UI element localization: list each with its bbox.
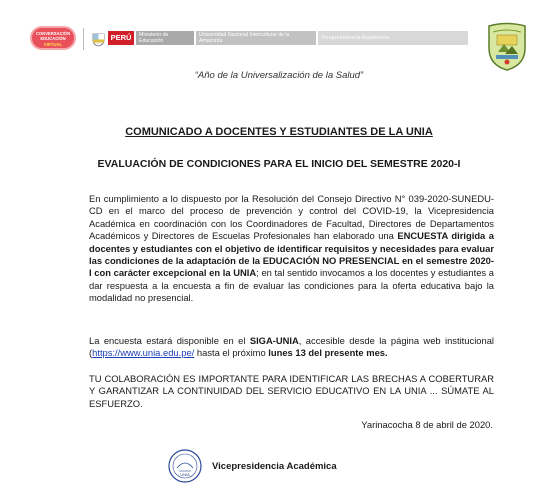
seal-text: UNIA	[180, 472, 190, 477]
badge-line-2: EDUCACIÓN	[40, 36, 66, 42]
badge-line-1: CONVERSACIÓN	[35, 31, 71, 36]
unia-crest-icon	[486, 22, 528, 72]
peru-coat-of-arms-icon	[91, 32, 106, 47]
header-divider	[83, 28, 84, 50]
p2-text-d: hasta el próximo	[194, 347, 269, 359]
peru-label: PERÚ	[108, 31, 134, 45]
office-band-label: Vicepresidencia Académica	[318, 31, 468, 45]
website-link[interactable]: https://www.unia.edu.pe/	[92, 347, 195, 359]
footer-office-label: Vicepresidencia Académica	[212, 461, 337, 472]
p1-bold: ENCUESTA dirigida a docentes y estudiantes con el objetivo de identificar requisitos y necesidades para evaluar las condiciones de la adaptación de la EDUCACIÓN NO PRESENCIAL en el semestre 2020-I con carácter excepcional en la UNIA	[89, 230, 494, 279]
ministry-label: Ministerio de Educación	[136, 31, 194, 45]
paragraph-2	[89, 335, 494, 360]
badge-line-3: VIRTUAL	[43, 41, 63, 47]
campaign-badge-icon	[30, 26, 76, 50]
university-seal-icon	[168, 449, 202, 483]
date-line: Yarinacocha 8 de abril de 2020.	[361, 419, 493, 430]
university-label: Universidad Nacional Intercultural de la Amazonía	[196, 31, 316, 45]
year-motto: “Año de la Universalización de la Salud”	[194, 70, 364, 81]
p2-siga-bold: SIGA-UNIA	[249, 335, 299, 346]
p1-text-a: En cumplimiento a lo dispuesto por la Resolución del Consejo Directivo N° 039-2020-SUNEDU-CD en el marco del proceso de prevención y control del COVID-19, la Vicepresidencia Académica en coordinación con los Coordinadores de Facultad, Directores de Departamentos Académicos y Directores de Escuelas Profesionales han elaborado una	[89, 193, 494, 242]
paragraph-1	[89, 193, 494, 305]
p2-text-a: La encuesta estará disponible en el	[89, 335, 250, 346]
document-title: COMUNICADO A DOCENTES Y ESTUDIANTES DE LA UNIA	[125, 126, 433, 138]
paragraph-3: TU COLABORACIÓN ES IMPORTANTE PARA IDENTIFICAR LAS BRECHAS A COBERTURAR Y GARANTIZAR LA CONTINUIDAD DEL SERVICIO EDUCATIVO EN LA UNIA ... SÚMATE AL ESFUERZO.	[89, 373, 494, 409]
document-subtitle: EVALUACIÓN DE CONDICIONES PARA EL INICIO DEL SEMESTRE 2020-I	[97, 158, 461, 170]
p1-text-c: ; en tal sentido invocamos a los docentes y estudiantes a dar respuesta a la encuesta a fin de evaluar las condiciones para la oferta educativa bajo la modalidad no presencial.	[89, 267, 494, 304]
p2-text-c: , accesible desde la página web institucional (	[89, 335, 495, 359]
p2-date-bold: lunes 13 del presente mes.	[268, 347, 388, 359]
